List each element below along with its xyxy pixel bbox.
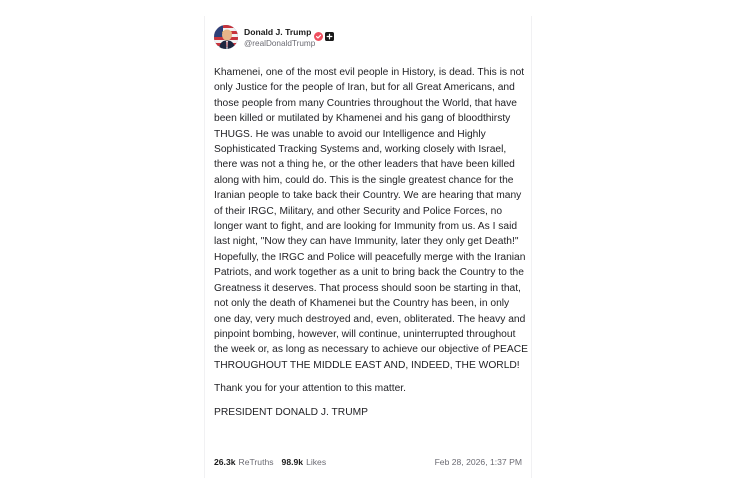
post-paragraph: Khamenei, one of the most evil people in History, is dead. This is not only Justice for the people of Iran, but for all Great Americans, and those people from many Countries throughout the World, that have been killed or mutilated by Khamenei and his gang of bloodthirsty THUGS. He was unable to avoid our Intelligence and Highly Sophisticated Tracking Systems and, working closely with Israel, there was not a thing he, or the other leaders that have been killed along with him, could do. This is the single greatest chance for the Iranian people to take back their Country. We are hearing that many of their IRGC, Military, and other Security and Police Forces, no longer want to fight, and are looking for Immunity from us. As I said last night, "Now they can have Immunity, later they only get Death!" Hopefully, the IRGC and Police will peacefully merge with the Iranian Patriots, and work together as a unit to bring back the Country to the Greatness it deserves. That process should soon be starting in that, not only the death of Khamenei but the Country has been, in only one day, very much destroyed and, even, obliterated. The heavy and pinpoint bombing, however, will continue, uninterrupted throughout the week or, as long as necessary to achieve our objective of PEACE THROUGHOUT THE MIDDLE EAST AND, INDEED, THE WORLD! — [214, 67, 528, 371]
author-name-row — [244, 26, 334, 38]
post-timestamp[interactable]: Feb 28, 2026, 1:37 PM — [434, 457, 522, 467]
post-header — [214, 25, 334, 49]
likes-count: 98.9k — [281, 457, 304, 467]
post-footer — [214, 455, 522, 469]
post-paragraph: Thank you for your attention to this matter. — [214, 383, 407, 395]
post-signature: PRESIDENT DONALD J. TRUMP — [214, 406, 368, 418]
plus-icon[interactable] — [325, 28, 334, 37]
retruths-label: ReTruths — [238, 457, 274, 467]
author-info — [244, 26, 334, 48]
author-handle[interactable]: @realDonaldTrump — [244, 39, 316, 48]
retruths-count: 26.3k — [214, 457, 236, 467]
avatar-image — [214, 25, 238, 49]
verified-badge-icon — [314, 28, 323, 37]
retruths-stat[interactable] — [214, 457, 274, 467]
likes-stat[interactable] — [282, 457, 327, 467]
author-display-name[interactable]: Donald J. Trump — [244, 27, 312, 37]
post-body — [214, 65, 528, 420]
avatar[interactable] — [214, 25, 238, 49]
post-card — [204, 16, 532, 478]
likes-label: Likes — [306, 457, 327, 467]
